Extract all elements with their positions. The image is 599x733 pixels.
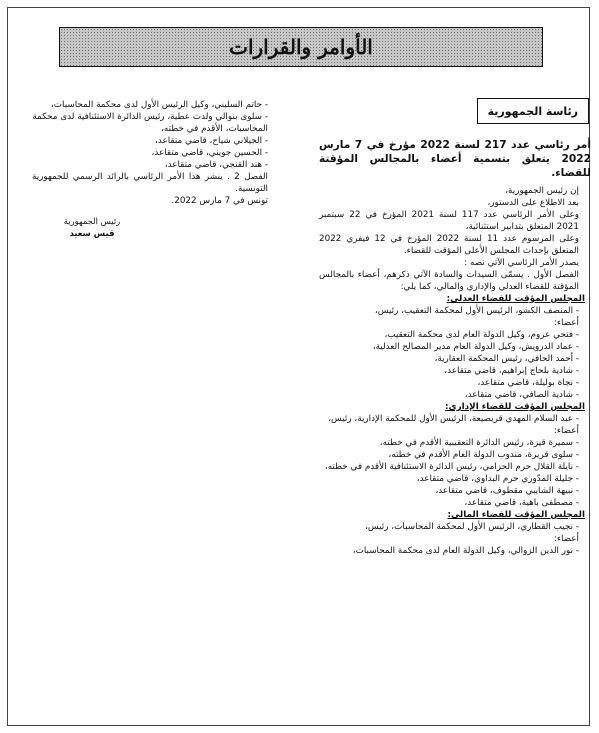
list-item: - جليلة المدّوري حرم البداوي، قاضي متقاعد، [416,474,579,484]
list-item: - فتحي عروم، وكيل الدولة العام لدى محكمة التعقيب، [384,330,579,340]
preamble-issues: يصدر الأمر الرئاسي الآتي نصه : [464,258,579,268]
list-item: - الجيلاني شياح، قاضي متقاعد، [155,136,268,146]
list-item: - سلوى بنوالي ولدت عطية، رئيس الدائرة الاستئنافية لدى محكمة المحاسبات، الأقدم في خطته، [32,112,268,134]
list-item: - نايلة القلال حرم الحزامي، رئيس الدائرة الاستئنافية الأقدم في خطته، [324,462,579,472]
section-label: رئاسة الجمهورية [477,98,589,124]
list-item: - حاتم السليني، وكيل الرئيس الأول لدى محكمة المحاسبات، [50,100,268,110]
order-date: تونس في 7 مارس 2022. [171,196,268,206]
section-banner [59,27,543,67]
page-title: الأوامر والقرارات [229,35,373,59]
list-item: - عماد الدرويش، وكيل الدولة العام مدير المصالح العدلية، [372,342,579,352]
list-item: - مصطفى باهية، قاضي متقاعد، [464,498,579,508]
judicial-council-president: - المنصف الكشو، الرئيس الأول لمحكمة التعقيب، رئيس، [374,306,579,316]
signature-name: قيس سعيد [69,228,115,238]
administrative-members-label: أعضاء: [553,426,579,436]
list-item: - أحمد الحافي، رئيس المحكمة العقارية، [434,354,579,364]
list-item: - نبيهة الشايبي مقطوف، قاضي متقاعد، [435,486,579,496]
preamble-constitution: بعد الاطلاع على الدستور، [487,198,579,208]
financial-council-president: - نجيب القطاري، الرئيس الأول لمحكمة المحاسبات، رئيس، [365,522,579,532]
judicial-council-heading: المجلس المؤقت للقضاء العدلي: [446,294,585,304]
preamble-decree-11: وعلى المرسوم عدد 11 لسنة 2022 المؤرخ في 12 فيفري 2022 المتعلق بإحداث المجلس الأعلى المؤقت للقضاء. [319,234,579,256]
list-item: - نجاة بوليلة، قاضي متقاعد، [477,378,579,388]
list-item: - سميرة قيزة، رئيس الدائرة التعقيبية الأقدم في خطته، [379,438,579,448]
order-title: أمر رئاسي عدد 217 لسنة 2022 مؤرخ في 7 مارس 2022 يتعلق بتسمية أعضاء بالمجالس المؤقتة للقضاء. [319,139,591,179]
signature-role: رئيس الجمهورية [63,216,121,226]
right-column [319,98,591,557]
administrative-council-heading: المجلس المؤقت للقضاء الإداري: [444,402,585,412]
financial-members-label: أعضاء: [553,534,579,544]
article-2: الفصل 2 . ينشر هذا الأمر الرئاسي بالرائد الرسمي للجمهورية التونسية. [32,172,268,194]
administrative-council-president: - عبد السلام المهدي قريصيعة، الرئيس الأول للمحكمة الإدارية، رئيس، [328,414,579,424]
signature-block [32,215,152,239]
article-1: الفصل الأول . يسمّى السيدات والسادة الآتي ذكرهم، أعضاء بالمجالس المؤقتة للقضاء العدلي والإداري والمالي، كما يلي: [319,270,579,292]
financial-council-heading: المجلس المؤقت للقضاء المالي: [447,510,585,520]
list-item: - سلوى قريرة، مندوب الدولة العام الأقدم في خطته، [388,450,579,460]
list-item: - الحسين جويني، قاضي متقاعد، [151,148,268,158]
preamble-decree-117: وعلى الأمر الرئاسي عدد 117 لسنة 2021 المؤرخ في 22 سبتمبر 2021 المتعلق بتدابير استثنائية، [319,210,579,232]
preamble-president: إن رئيس الجمهورية، [505,186,579,196]
judicial-members-label: أعضاء: [553,318,579,328]
left-column [32,99,280,239]
list-item: - شادية الصافي، قاضي متقاعد، [464,390,579,400]
list-item: - هند القنجي، قاضي متقاعد، [164,160,268,170]
list-item: - شادية بلحاج إبراهيم، قاضي متقاعد، [444,366,579,376]
list-item: - نور الدين الزوالي، وكيل الدولة العام لدى محكمة المحاسبات، [352,546,579,556]
